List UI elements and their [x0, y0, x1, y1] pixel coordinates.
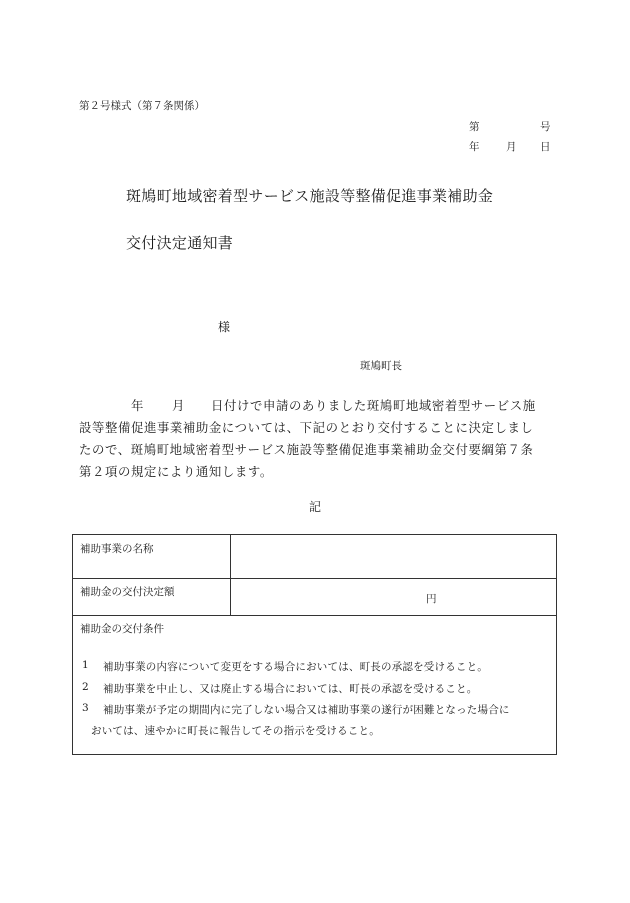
body-line4: 第２項の規定により通知します。 — [79, 464, 273, 479]
form-number: 第２号様式（第７条関係） — [79, 100, 205, 112]
table-divider-2 — [73, 615, 556, 616]
doc-number-suffix: 号 — [540, 121, 551, 133]
recipient-honorific: 様 — [218, 320, 231, 334]
date-month-label: 月 — [506, 141, 517, 153]
table-column-divider — [230, 535, 231, 615]
condition-3-text: 補助事業が予定の期間内に完了しない場合又は補助事業の遂行が困難となった場合に — [103, 704, 510, 716]
body-line1: 日付けで申請のありました斑鳩町地域密着型サービス施 — [211, 398, 536, 413]
body-date-year: 年 — [131, 398, 144, 413]
body-line3: たので、斑鳩町地域密着型サービス施設等整備促進事業補助金交付要綱第７条 — [79, 442, 534, 457]
condition-2-text: 補助事業を中止し、又は廃止する場合においては、町長の承認を受けること。 — [103, 683, 478, 695]
condition-1-number: 1 — [82, 659, 89, 671]
ki-heading: 記 — [309, 500, 322, 514]
condition-2-number: 2 — [82, 681, 89, 693]
label-grant-conditions: 補助金の交付条件 — [80, 623, 164, 635]
document-title-line2: 交付決定通知書 — [126, 234, 234, 252]
condition-1-text: 補助事業の内容について変更をする場合においては、町長の承認を受けること。 — [103, 661, 488, 673]
date-year-label: 年 — [469, 141, 480, 153]
amount-unit-yen: 円 — [426, 593, 437, 605]
subsidy-table — [72, 534, 557, 755]
condition-3-number: 3 — [82, 702, 89, 714]
body-date-month: 月 — [172, 398, 185, 413]
doc-number-prefix: 第 — [469, 121, 480, 133]
body-line2: 設等整備促進事業補助金については、下記のとおり交付することに決定しまし — [79, 420, 534, 435]
sender-name: 斑鳩町長 — [360, 360, 402, 372]
document-title-line1: 斑鳩町地域密着型サービス施設等整備促進事業補助金 — [126, 187, 494, 205]
date-day-label: 日 — [540, 141, 551, 153]
condition-3-continuation: おいては、速やかに町長に報告してその指示を受けること。 — [91, 725, 380, 737]
label-project-name: 補助事業の名称 — [80, 543, 154, 555]
table-divider-1 — [73, 578, 556, 579]
label-decided-amount: 補助金の交付決定額 — [80, 586, 175, 598]
